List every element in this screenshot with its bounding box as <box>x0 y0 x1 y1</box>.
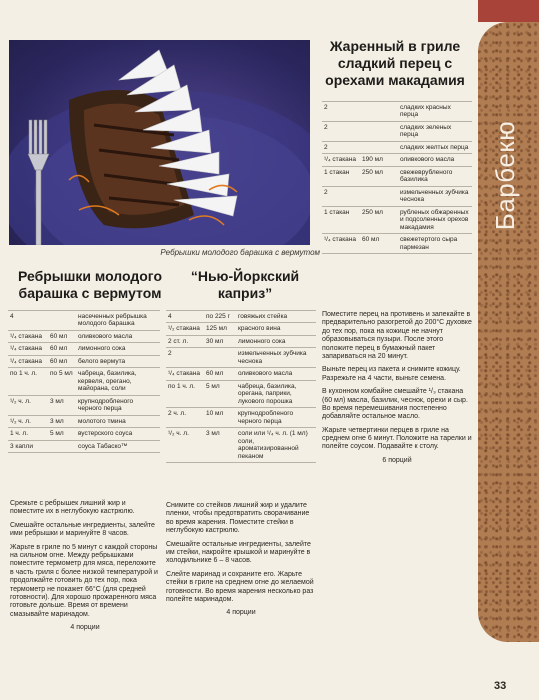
ingredient-quantity: 1 стакан <box>322 166 360 186</box>
ingredient-quantity: по 1 ч. л. <box>166 380 204 407</box>
ingredient-quantity: 2 ст. л. <box>166 335 204 347</box>
ingredient-row <box>166 335 316 347</box>
ingredient-quantity: ¹/₂ ч. л. <box>8 415 48 427</box>
ingredient-row <box>8 368 160 395</box>
ingredient-row <box>8 428 160 440</box>
recipe-a-step: Смешайте остальные ингредиенты, залейте ими ребрышки и маринуйте 8 часов. <box>10 521 155 538</box>
ingredient-metric: по 5 мл <box>48 368 76 395</box>
recipe-b-servings: 4 порции <box>226 609 256 617</box>
ingredient-name: белого вермута <box>76 355 160 367</box>
recipe-c-step: Поместите перец на противень и запекайте в предварительно разогретой до 200°C духовке до тех пор, пока на кожице не начнут образовываться пузыри. После этого положите перец в бумажный пакет запариваться на 20 минут. <box>322 311 472 360</box>
recipe-a-servings: 4 порции <box>70 624 100 632</box>
ingredient-quantity: 2 <box>322 141 360 153</box>
ingredient-name: оливкового масла <box>76 330 160 342</box>
ingredient-metric: 5 мл <box>204 380 236 407</box>
ingredient-name: крупнодробленого черного перца <box>76 395 160 415</box>
ingredient-name: свежетертого сыра пармезан <box>398 234 472 254</box>
ingredient-row <box>8 355 160 367</box>
recipe-b-step: Смешайте остальные ингредиенты, залейте им стейки, накройте крышкой и маринуйте в холодильнике 6 – 8 часов. <box>166 540 311 565</box>
ingredient-metric: 190 мл <box>360 154 398 166</box>
ingredient-metric: 30 мл <box>204 335 236 347</box>
ingredient-name: красного вина <box>236 323 316 335</box>
ingredient-row <box>166 323 316 335</box>
ingredient-row <box>322 141 472 153</box>
ingredient-metric <box>360 186 398 206</box>
ingredient-quantity: 4 <box>166 311 204 323</box>
ingredient-metric: 250 мл <box>360 206 398 233</box>
ingredient-row <box>8 415 160 427</box>
recipe-c-step: В кухонном комбайне смешайте ¹/₃ стакана (60 мл) масла, базилик, чеснок, орехи и сыр. Во время перемешивания постепенно добавляйте остальное масло. <box>322 388 468 421</box>
ingredient-quantity: ¹/₄ стакана <box>8 330 48 342</box>
section-title-text: Барбекю <box>490 120 521 230</box>
ingredient-name: сладких зеленых перца <box>398 121 472 141</box>
ingredient-row <box>166 408 316 428</box>
recipe-c-step: Выньте перец из пакета и снимите кожицу. Разрежьте на 4 части, выньте семена. <box>322 366 461 382</box>
ingredient-metric: 60 мл <box>48 343 76 355</box>
food-photo <box>9 40 310 245</box>
ingredient-quantity: ¹/₄ стакана <box>166 368 204 380</box>
recipe-a-step: Срежьте с ребрышек лишний жир и поместите их в неглубокую кастрюлю. <box>10 500 135 516</box>
ingredient-metric <box>48 311 76 331</box>
photo-caption: Ребрышки молодого барашка с вермутом <box>160 248 320 257</box>
ingredient-row <box>166 380 316 407</box>
ingredient-row <box>166 368 316 380</box>
ingredient-metric <box>360 141 398 153</box>
ingredient-row <box>166 428 316 463</box>
ingredient-name: говяжьих стейка <box>236 311 316 323</box>
ingredient-quantity: 4 <box>8 311 48 331</box>
ingredient-metric: 125 мл <box>204 323 236 335</box>
sidebar-accent <box>478 0 539 22</box>
ingredient-row <box>322 154 472 166</box>
ingredient-quantity: ¹/₄ стакана <box>8 355 48 367</box>
recipe-b-steps <box>166 502 316 618</box>
ingredient-name: измельченных зубчика чеснока <box>236 348 316 368</box>
ingredient-name: чабреца, базилика, кервеля, орегано, майорана, соли <box>76 368 160 395</box>
ingredient-quantity: 2 <box>322 186 360 206</box>
ingredient-quantity: ¹/₂ ч. л. <box>8 395 48 415</box>
ingredient-row <box>166 348 316 368</box>
ingredient-metric <box>204 348 236 368</box>
ingredient-name: измельченных зубчика чеснока <box>398 186 472 206</box>
ingredient-name: лимонного сока <box>76 343 160 355</box>
ingredient-row <box>8 395 160 415</box>
ingredient-name: соуса Табаско™ <box>76 440 160 452</box>
ingredient-metric: 250 мл <box>360 166 398 186</box>
ingredient-quantity: по 1 ч. л. <box>8 368 48 395</box>
ingredient-row <box>322 166 472 186</box>
ingredient-row <box>8 440 160 452</box>
ingredient-quantity: 2 <box>322 121 360 141</box>
ingredient-name: сладких красных перца <box>398 102 472 122</box>
ingredient-metric: по 225 г <box>204 311 236 323</box>
ingredient-quantity: 2 <box>322 102 360 122</box>
ingredient-metric: 3 мл <box>48 395 76 415</box>
ingredient-name: оливкового масла <box>236 368 316 380</box>
ingredient-quantity: ¹/₄ стакана <box>8 343 48 355</box>
ingredient-metric: 60 мл <box>48 355 76 367</box>
ingredient-row <box>322 206 472 233</box>
recipe-b-title: “Нью-Йоркский каприз” <box>190 268 300 301</box>
ingredient-name: вустерского соуса <box>76 428 160 440</box>
ingredient-metric <box>48 440 76 452</box>
ingredient-name: оливкового масла <box>398 154 472 166</box>
ingredient-metric: 60 мл <box>48 330 76 342</box>
recipe-a-steps <box>10 500 160 632</box>
ingredient-metric <box>360 102 398 122</box>
recipe-c-step: Жарьте четвертинки перцев в гриле на среднем огне 6 минут. Положите на тарелки и полейте соусом. Подавайте к столу. <box>322 426 472 451</box>
recipe-c-ingredients <box>322 101 472 254</box>
ingredient-metric: 3 мл <box>204 428 236 463</box>
ingredient-quantity: 3 капли <box>8 440 48 452</box>
ingredient-metric: 60 мл <box>360 234 398 254</box>
ingredient-row <box>166 311 316 323</box>
ingredient-row <box>322 234 472 254</box>
ingredient-quantity: ¹/₄ стакана <box>322 154 360 166</box>
recipe-c-servings: 6 порций <box>382 456 412 464</box>
recipe-b-step: Снимите со стейков лишний жир и удалите пленки, чтобы предотвратить сворачивание во время жарения. Поместите стейки в неглубокую кастрюлю. <box>166 502 310 535</box>
ingredient-metric: 10 мл <box>204 408 236 428</box>
ingredient-name: насеченных ребрышка молодого барашка <box>76 311 160 331</box>
ingredient-metric: 3 мл <box>48 415 76 427</box>
recipe-b-ingredients <box>166 310 316 463</box>
ingredient-metric: 60 мл <box>204 368 236 380</box>
lamb-ribs-photo-icon <box>9 40 310 245</box>
recipe-a-title: Ребрышки молодого барашка с вермутом <box>17 268 162 301</box>
recipe-c-title: Жаренный в гриле сладкий перец с орехами макадамия <box>325 38 465 88</box>
ingredient-row <box>322 186 472 206</box>
ingredient-quantity: ¹/₂ стакана <box>166 323 204 335</box>
ingredient-metric <box>360 121 398 141</box>
ingredient-quantity: 2 ч. л. <box>166 408 204 428</box>
section-title <box>486 110 526 240</box>
ingredient-row <box>322 121 472 141</box>
ingredient-metric: 5 мл <box>48 428 76 440</box>
ingredient-row <box>8 311 160 331</box>
ingredient-name: свежеврубленого базилика <box>398 166 472 186</box>
ingredient-name: соли или ¹/₄ ч. л. (1 мл) соли, ароматизированной пеканом <box>236 428 316 463</box>
recipe-c-steps <box>322 311 472 465</box>
page-number: 33 <box>494 680 507 692</box>
ingredient-quantity: 1 стакан <box>322 206 360 233</box>
ingredient-quantity: 2 <box>166 348 204 368</box>
ingredient-row <box>8 343 160 355</box>
recipe-a-ingredients <box>8 310 160 453</box>
ingredient-name: сладких желтых перца <box>398 141 472 153</box>
ingredient-quantity: 1 ч. л. <box>8 428 48 440</box>
ingredient-name: рубленых обжаренных и подсоленных орехов макадамия <box>398 206 472 233</box>
ingredient-row <box>8 330 160 342</box>
ingredient-name: чабреца, базилика, орегана, паприки, лукового порошка <box>236 380 316 407</box>
ingredient-quantity: ¹/₂ ч. л. <box>166 428 204 463</box>
ingredient-name: лимонного сока <box>236 335 316 347</box>
ingredient-quantity: ¹/₄ стакана <box>322 234 360 254</box>
ingredient-name: молотого тмина <box>76 415 160 427</box>
ingredient-name: крупнодробленого черного перца <box>236 408 316 428</box>
recipe-a-step: Жарьте в гриле по 5 минут с каждой стороны на сильном огне. Между ребрышками поместите термометр для мяса, переложите в часть гриля с более низкой температурой и продолжайте готовить до тех пор, пока термометр не покажет 66°C (для средней готовности). Для хорошо прожаренного мяса готовьте дольше. Время от времени смазывайте маринадом. <box>10 543 158 618</box>
recipe-b-step: Слейте маринад и сохраните его. Жарьте стейки в гриле на среднем огне до желаемой готовности. Во время жарения несколько раз полейте маринадом. <box>166 570 314 603</box>
ingredient-row <box>322 102 472 122</box>
